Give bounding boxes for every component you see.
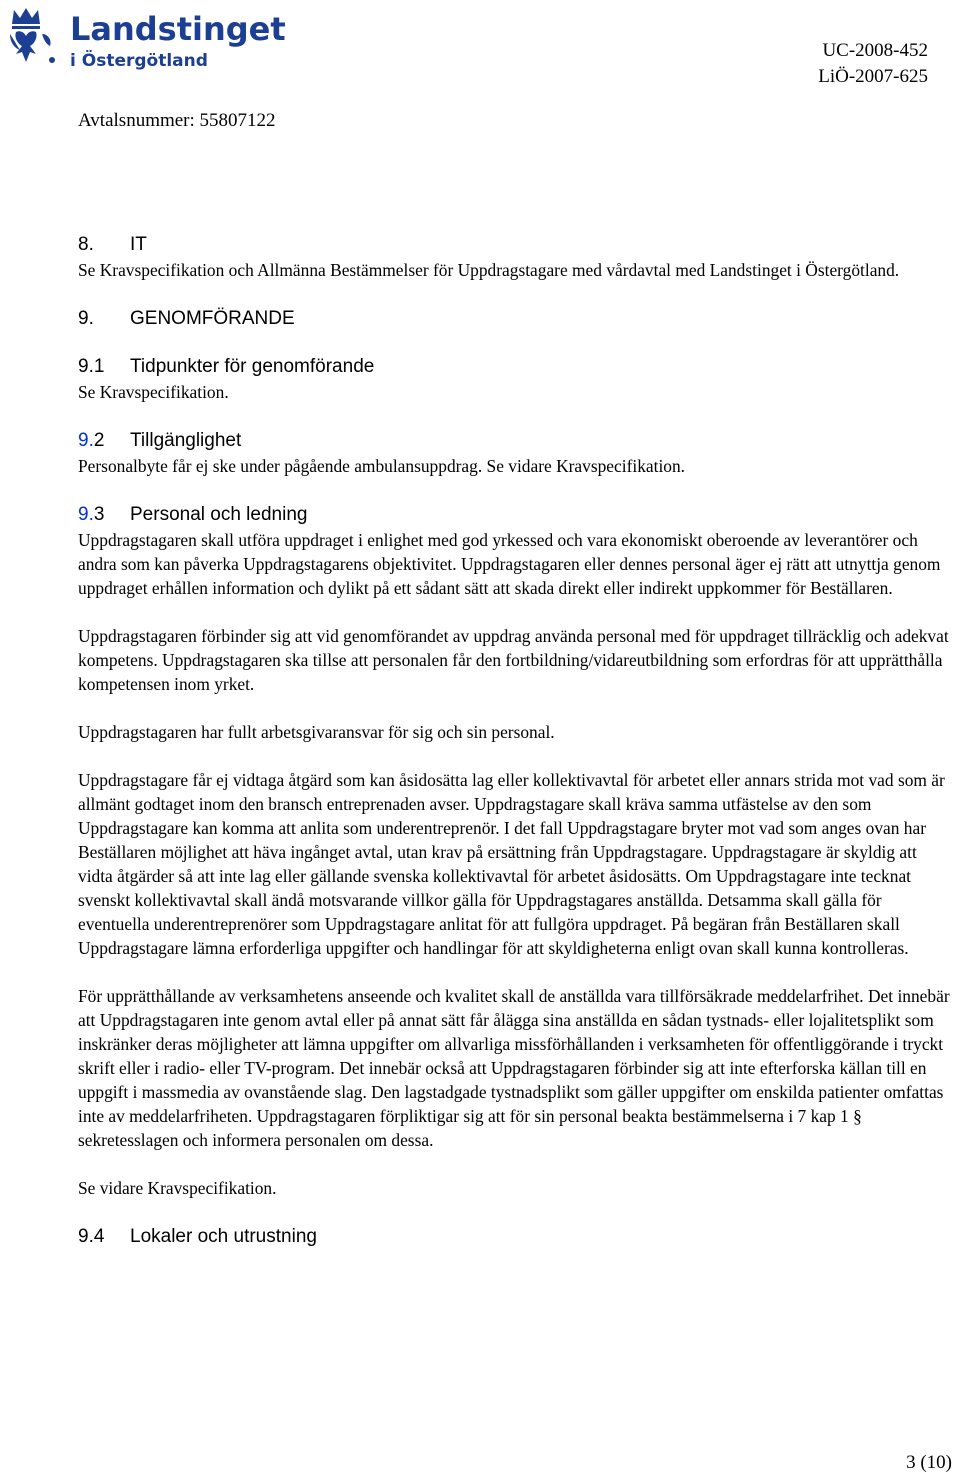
landstinget-logo (6, 4, 296, 72)
ref-uc: UC-2008-452 (822, 40, 928, 61)
section-9-1-title: Tidpunkter för genomförande (130, 356, 375, 377)
section-9-3-paragraph-2: Uppdragstagaren förbinder sig att vid genomförandet av uppdrag använda personal med för uppdraget tillräcklig och adekvat kompetens. Uppdragstagaren ska tillse att personalen får den fortbildning/vidareutbildning som erfordras för att upprätthålla kompetensen inom yrket. (78, 626, 949, 694)
section-9-3-number-b: 3 (93, 504, 105, 525)
section-9-3-paragraph-3: Uppdragstagaren har fullt arbetsgivaransvar för sig och sin personal. (78, 722, 555, 742)
section-9-number: 9. (78, 308, 94, 329)
section-9-3-paragraph-4: Uppdragstagare får ej vidtaga åtgärd som kan åsidosätta lag eller kollektivavtal för arbetet eller annars strida mot vad som är allmänt godtaget inom den bransch entreprenaden avser. Uppdragstagare skall kräva samma utfästelse av den som Uppdragstagare kan komma att anlita som underentreprenör. I det fall Uppdragstagare bryter mot vad som anges ovan har Beställaren möjlighet att häva ingånget avtal, utan krav på ersättning från Uppdragstagare. Uppdragstagare är skyldig att vidta åtgärder så att inte lag eller gällande svenska kollektivavtal för arbetet åsidosätts. Om Uppdragstagare inte tecknat svenskt kollektivavtal skall ändå motsvarande villkor gälla för Uppdragstagares anställda. Detsamma skall gälla för eventuella underentreprenörer som Uppdragstagare anlitat för att fullgöra uppdraget. På begäran från Beställaren skall Uppdragstagare lämna erforderliga uppgifter och handlingar för att skyldigheterna enligt ovan skall kunna kontrolleras. (78, 770, 945, 958)
section-9-4-heading (78, 1224, 953, 1250)
section-9-1-heading (78, 354, 953, 380)
logo-line1: Landstinget (70, 10, 286, 48)
section-9-3-paragraph-1: Uppdragstagaren skall utföra uppdraget i enlighet med god yrkessed och vara ekonomiskt oberoende av leverantörer och andra som kan påverka Uppdragstagarens objektivitet. Uppdragstagaren eller dennes personal äger ej rätt att utnyttja genom uppdraget erhållen information och dylikt på ett sådant sätt att skada direkt eller indirekt uppkommer för Beställaren. (78, 530, 941, 598)
section-9-2-number-b: 2 (93, 430, 105, 451)
document-references (818, 38, 928, 90)
section-9-1-text: Se Kravspecifikation. (78, 382, 229, 402)
page-number: 3 (10) (906, 1452, 952, 1473)
section-9-4-title: Lokaler och utrustning (130, 1226, 317, 1247)
section-9-title: GENOMFÖRANDE (130, 308, 295, 329)
section-9-3-heading (78, 502, 953, 528)
section-9-3-paragraph-5: För upprätthållande av verksamhetens anseende och kvalitet skall de anställda vara tillförsäkrade meddelarfrihet. Det innebär att Uppdragstagaren inte genom avtal eller på annat sätt får ålägga sina anställda en sådan tystnads- eller lojalitetsplikt som inskränker deras möjligheter att lämna uppgifter om allvarliga missförhållanden i verksamheten för offentliggörande i tryckt skrift eller i radio- eller TV-program. Det innebär också att Uppdragstagaren förbinder sig att inte efterforska källan till en uppgift i massmedia av ovanstående slag. Den lagstadgade tystnadsplikt som gäller uppgifter om enskilda patienter omfattas inte av meddelarfriheten. Uppdragstagaren förpliktigar sig att för sin personal beakta bestämmelserna i 7 kap 1 § sekretesslagen och informera personalen om dessa. (78, 986, 950, 1150)
section-8-heading (78, 232, 953, 258)
section-8-title: IT (130, 234, 147, 255)
section-8-number: 8. (78, 234, 94, 255)
section-9-2-heading (78, 428, 953, 454)
section-9-3-number-a: 9. (78, 504, 94, 525)
contract-number: Avtalsnummer: 55807122 (78, 110, 276, 131)
section-9-2-text: Personalbyte får ej ske under pågående ambulansuppdrag. Se vidare Kravspecifikation. (78, 456, 686, 476)
section-9-1-number-a: 9. (78, 356, 94, 377)
logo-line2: i Östergötland (70, 51, 208, 71)
section-9-1-number-b: 1 (93, 356, 105, 377)
ref-lio: LiÖ-2007-625 (818, 66, 928, 87)
section-9-3-title: Personal och ledning (130, 504, 308, 525)
section-9-2-number-a: 9. (78, 430, 94, 451)
section-9-4-number: 9.4 (78, 1226, 105, 1247)
section-9-3-paragraph-6: Se vidare Kravspecifikation. (78, 1178, 277, 1198)
document-body (78, 232, 953, 1250)
section-9-2-title: Tillgänglighet (130, 430, 242, 451)
section-9-heading (78, 306, 953, 332)
section-8-text: Se Kravspecifikation och Allmänna Bestämmelser för Uppdragstagare med vårdavtal med Landstinget i Östergötland. (78, 260, 900, 280)
